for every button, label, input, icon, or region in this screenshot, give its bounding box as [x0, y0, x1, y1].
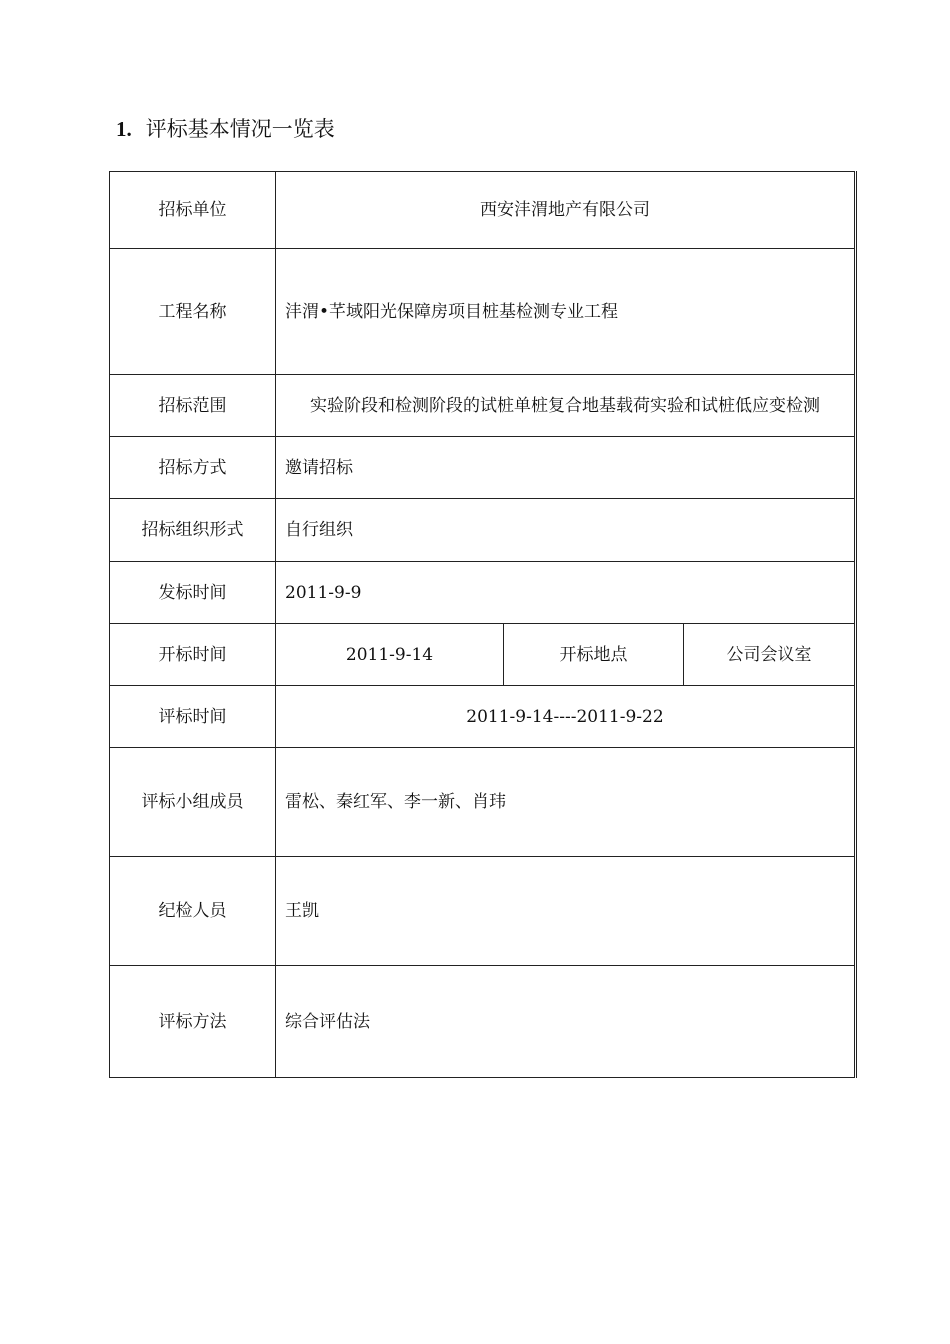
evaluation-time-label: 评标时间 — [110, 686, 276, 748]
opening-time-label: 开标时间 — [110, 624, 276, 686]
row-panel — [110, 748, 855, 857]
method-value: 邀请招标 — [276, 437, 855, 499]
opening-place-value: 公司会议室 — [684, 624, 855, 686]
row-issue-time — [110, 562, 855, 624]
section-number: 1. — [116, 117, 132, 141]
issue-time-label: 发标时间 — [110, 562, 276, 624]
project-label: 工程名称 — [110, 249, 276, 375]
tenderer-value: 西安沣渭地产有限公司 — [276, 172, 855, 249]
panel-label: 评标小组成员 — [110, 748, 276, 857]
row-tenderer — [110, 172, 855, 249]
panel-value: 雷松、秦红军、李一新、肖玮 — [276, 748, 855, 857]
scope-label: 招标范围 — [110, 375, 276, 437]
bid-evaluation-table — [109, 171, 855, 1078]
evaluation-method-label: 评标方法 — [110, 966, 276, 1078]
row-scope — [110, 375, 855, 437]
scope-value: 实验阶段和检测阶段的试桩单桩复合地基载荷实验和试桩低应变检测 — [276, 375, 855, 437]
tenderer-label: 招标单位 — [110, 172, 276, 249]
row-evaluation-time — [110, 686, 855, 748]
row-method — [110, 437, 855, 499]
section-title: 评标基本情况一览表 — [145, 117, 335, 141]
opening-time-value: 2011-9-14 — [276, 624, 504, 686]
supervisor-label: 纪检人员 — [110, 857, 276, 966]
supervisor-value: 王凯 — [276, 857, 855, 966]
evaluation-method-value: 综合评估法 — [276, 966, 855, 1078]
row-evaluation-method — [110, 966, 855, 1078]
opening-place-label: 开标地点 — [504, 624, 684, 686]
issue-time-value: 2011-9-9 — [276, 562, 855, 624]
table-right-double-border — [856, 171, 857, 1078]
organization-value: 自行组织 — [276, 499, 855, 562]
row-opening — [110, 624, 855, 686]
evaluation-time-value: 2011-9-14----2011-9-22 — [276, 686, 855, 748]
organization-label: 招标组织形式 — [110, 499, 276, 562]
project-value: 沣渭•芊域阳光保障房项目桩基检测专业工程 — [276, 249, 855, 375]
row-project — [110, 249, 855, 375]
method-label: 招标方式 — [110, 437, 276, 499]
section-heading — [116, 114, 335, 144]
row-organization — [110, 499, 855, 562]
row-supervisor — [110, 857, 855, 966]
